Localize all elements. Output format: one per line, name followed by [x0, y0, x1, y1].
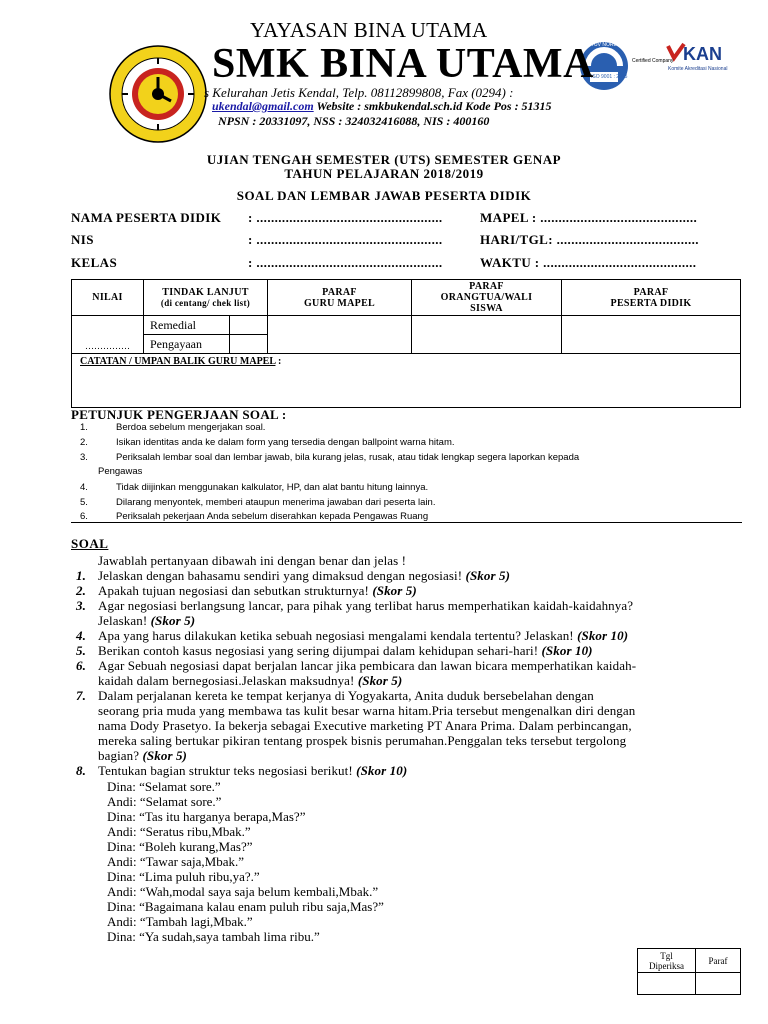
question-7: 7. Dalam perjalanan kereta ke tempat kerjanya di Yogyakarta, Anita duduk bersebelahan dengan: [76, 688, 594, 703]
petunjuk-item-continued: Pengawas: [98, 466, 143, 477]
mapel-field[interactable]: MAPEL : ...........................................: [480, 210, 698, 225]
academic-year: TAHUN PELAJARAN 2018/2019: [284, 166, 484, 181]
question-7-cont: seorang pria muda yang membawa tas kulit besar warna hitam.Pria tersebut mengenalkan diri dengan: [98, 703, 636, 718]
certification-logos: [576, 38, 736, 98]
foundation-name: YAYASAN BINA UTAMA: [250, 18, 488, 42]
paraf-ortu-line2: ORANGTUA/WALI: [440, 292, 533, 303]
email-link[interactable]: ukendal@gmail.com: [212, 99, 314, 113]
nilai-header: NILAI: [72, 280, 144, 316]
petunjuk-item: 3. Periksalah lembar soal dan lembar jawab, bila kurang jelas, rusak, atau tidak lengkap segera laporkan kepada: [80, 452, 580, 463]
tgl-label: Tgl: [660, 950, 673, 961]
question-8: 8. Tentukan bagian struktur teks negosiasi berikut! (Skor 10): [76, 763, 408, 778]
paraf-ortu-line1: PARAF: [469, 281, 504, 292]
hari-field[interactable]: HARI/TGL: .......................................: [480, 232, 699, 247]
tgl-diperiksa-cell[interactable]: [638, 973, 696, 995]
soal-heading: SOAL: [71, 536, 109, 551]
paraf-stamp-header: Paraf: [696, 949, 741, 973]
school-logo: [108, 44, 208, 144]
nis-field[interactable]: : ...................................................: [248, 232, 443, 247]
nilai-cell[interactable]: ……………: [72, 316, 144, 354]
dialog-line: Dina: “Bagaimana kalau enam puluh ribu saja,Mas?”: [107, 899, 384, 914]
cert-logo-side: Certified Company: [632, 58, 674, 64]
petunjuk-item: 4. Tidak diijinkan menggunakan kalkulator, HP, dan alat bantu hitung lainnya.: [80, 482, 429, 493]
paraf-ortu-cell[interactable]: [412, 316, 562, 354]
petunjuk-title: PETUNJUK PENGERJAAN SOAL :: [71, 407, 287, 422]
dialog-line: Andi: “Tambah lagi,Mbak.”: [107, 914, 253, 929]
contact-line: [212, 99, 552, 114]
paraf-ortu-line3: SISWA: [470, 303, 503, 314]
question-3-cont: Jelaskan! (Skor 5): [98, 613, 196, 628]
petunjuk-item: 2. Isikan identitas anda ke dalam form yang tersedia dengan ballpoint warna hitam.: [80, 437, 455, 448]
grade-table: [71, 279, 741, 408]
nama-label: NAMA PESERTA DIDIK: [71, 210, 222, 225]
pengayaan-checkbox[interactable]: [230, 335, 268, 354]
cert-logo-line2: ISO 9001 : 2015: [591, 74, 628, 80]
kelas-field[interactable]: : ...................................................: [248, 255, 443, 270]
waktu-field[interactable]: WAKTU : ..........................................: [480, 255, 697, 270]
dialog-line: Andi: “Seratus ribu,Mbak.”: [107, 824, 251, 839]
diperiksa-label: Diperiksa: [649, 960, 684, 971]
website-line: Website : smkbukendal.sch.id Kode Pos : 51315: [316, 99, 552, 113]
question-6: 6. Agar Sebuah negosiasi dapat berjalan lancar jika pembicara dan lawan bicara memperhatikan kaidah-: [76, 658, 637, 673]
paraf-ortu-header: [412, 280, 562, 316]
section-divider: [71, 522, 742, 523]
dialog-line: Dina: “Tas itu harganya berapa,Mas?”: [107, 809, 306, 824]
question-2: 2. Apakah tujuan negosiasi dan sebutkan strukturnya! (Skor 5): [76, 583, 417, 598]
sheet-title: SOAL DAN LEMBAR JAWAB PESERTA DIDIK: [236, 188, 532, 203]
question-7-cont: bagian? (Skor 5): [98, 748, 187, 763]
question-6-cont: kaidah dalam bernegosiasi.Jelaskan maksudnya! (Skor 5): [98, 673, 403, 688]
tindak-header-sub: (di centang/ chek list): [160, 298, 251, 308]
paraf-siswa-line1: PARAF: [633, 286, 669, 298]
cert-logo-line1: TÜV NORD: [591, 42, 618, 48]
paraf-guru-line2: GURU MAPEL: [303, 297, 376, 309]
question-1: 1. Jelaskan dengan bahasamu sendiri yang dimaksud dengan negosiasi! (Skor 5): [76, 568, 511, 583]
catatan-box[interactable]: [72, 354, 741, 408]
tindak-header: [144, 280, 268, 316]
paraf-guru-line1: PARAF: [322, 286, 357, 298]
paraf-siswa-header: [562, 280, 741, 316]
tindak-header-label: TINDAK LANJUT: [162, 287, 249, 298]
dialog-line: Dina: “Boleh kurang,Mas?”: [107, 839, 253, 854]
soal-intro: Jawablah pertanyaan dibawah ini dengan benar dan jelas !: [98, 553, 407, 568]
nis-label: NIS: [71, 232, 94, 247]
dialog-line: Andi: “Tawar saja,Mbak.”: [107, 854, 244, 869]
kelas-label: KELAS: [71, 255, 118, 270]
question-5: 5. Berikan contoh kasus negosiasi yang sering dijumpai dalam kehidupan sehari-hari! (Skor 10): [76, 643, 593, 658]
dialog-line: Andi: “Wah,modal saya saja belum kembali,Mbak.”: [107, 884, 379, 899]
check-stamp-box: [637, 948, 741, 995]
paraf-stamp-cell[interactable]: [696, 973, 741, 995]
question-7-cont: mereka saling bertukar pikiran tentang prospek bisnis perumahan.Penggalan teks tersebut tergolong: [98, 733, 627, 748]
school-address: s Kelurahan Jetis Kendal, Telp. 08112899808, Fax (0294) :: [204, 85, 514, 100]
question-7-cont: nama Dody Prasetyo. Ia bekerja sebagai Executive marketing PT Anara Prima. Dalam perbincangan,: [98, 718, 632, 733]
remedial-checkbox[interactable]: [230, 316, 268, 335]
petunjuk-item: 5. Dilarang menyontek, memberi ataupun menerima jawaban dari peserta lain.: [80, 497, 436, 508]
petunjuk-item: 1. Berdoa sebelum mengerjakan soal.: [80, 422, 266, 433]
remedial-label: Remedial: [144, 316, 230, 335]
petunjuk-item: 6. Periksalah pekerjaan Anda sebelum diserahkan kepada Pengawas Ruang: [80, 511, 429, 522]
paraf-guru-cell[interactable]: [268, 316, 412, 354]
paraf-guru-header: [268, 280, 412, 316]
nama-field[interactable]: : ...................................................: [248, 210, 443, 225]
kan-logo-text: KAN: [683, 44, 722, 64]
dialog-line: Dina: “Ya sudah,saya tambah lima ribu.”: [107, 929, 320, 944]
school-ids: NPSN : 20331097, NSS : 324032416088, NIS : 400160: [218, 114, 490, 128]
dialog-line: Dina: “Selamat sore.”: [107, 779, 221, 794]
question-3: 3. Agar negosiasi berlangsung lancar, para pihak yang terlibat harus memperhatikan kaidah-kaidahnya?: [76, 598, 634, 613]
dialog-line: Dina: “Lima puluh ribu,ya?.”: [107, 869, 260, 884]
school-name: SMK BINA UTAMA: [212, 41, 594, 87]
kan-logo-sub: Komite Akreditasi Nasional: [668, 66, 728, 72]
catatan-colon: :: [275, 356, 282, 367]
tgl-diperiksa-header: [638, 949, 696, 973]
question-4: 4. Apa yang harus dilakukan ketika sebuah negosiasi mengalami kendala tertentu? Jelaskan! (Skor 10): [76, 628, 629, 643]
catatan-label: CATATAN / UMPAN BALIK GURU MAPEL: [80, 356, 276, 367]
paraf-siswa-cell[interactable]: [562, 316, 741, 354]
pengayaan-label: Pengayaan: [144, 335, 230, 354]
exam-title: UJIAN TENGAH SEMESTER (UTS) SEMESTER GENAP: [206, 152, 562, 167]
paraf-siswa-line2: PESERTA DIDIK: [610, 297, 692, 309]
dialog-line: Andi: “Selamat sore.”: [107, 794, 222, 809]
